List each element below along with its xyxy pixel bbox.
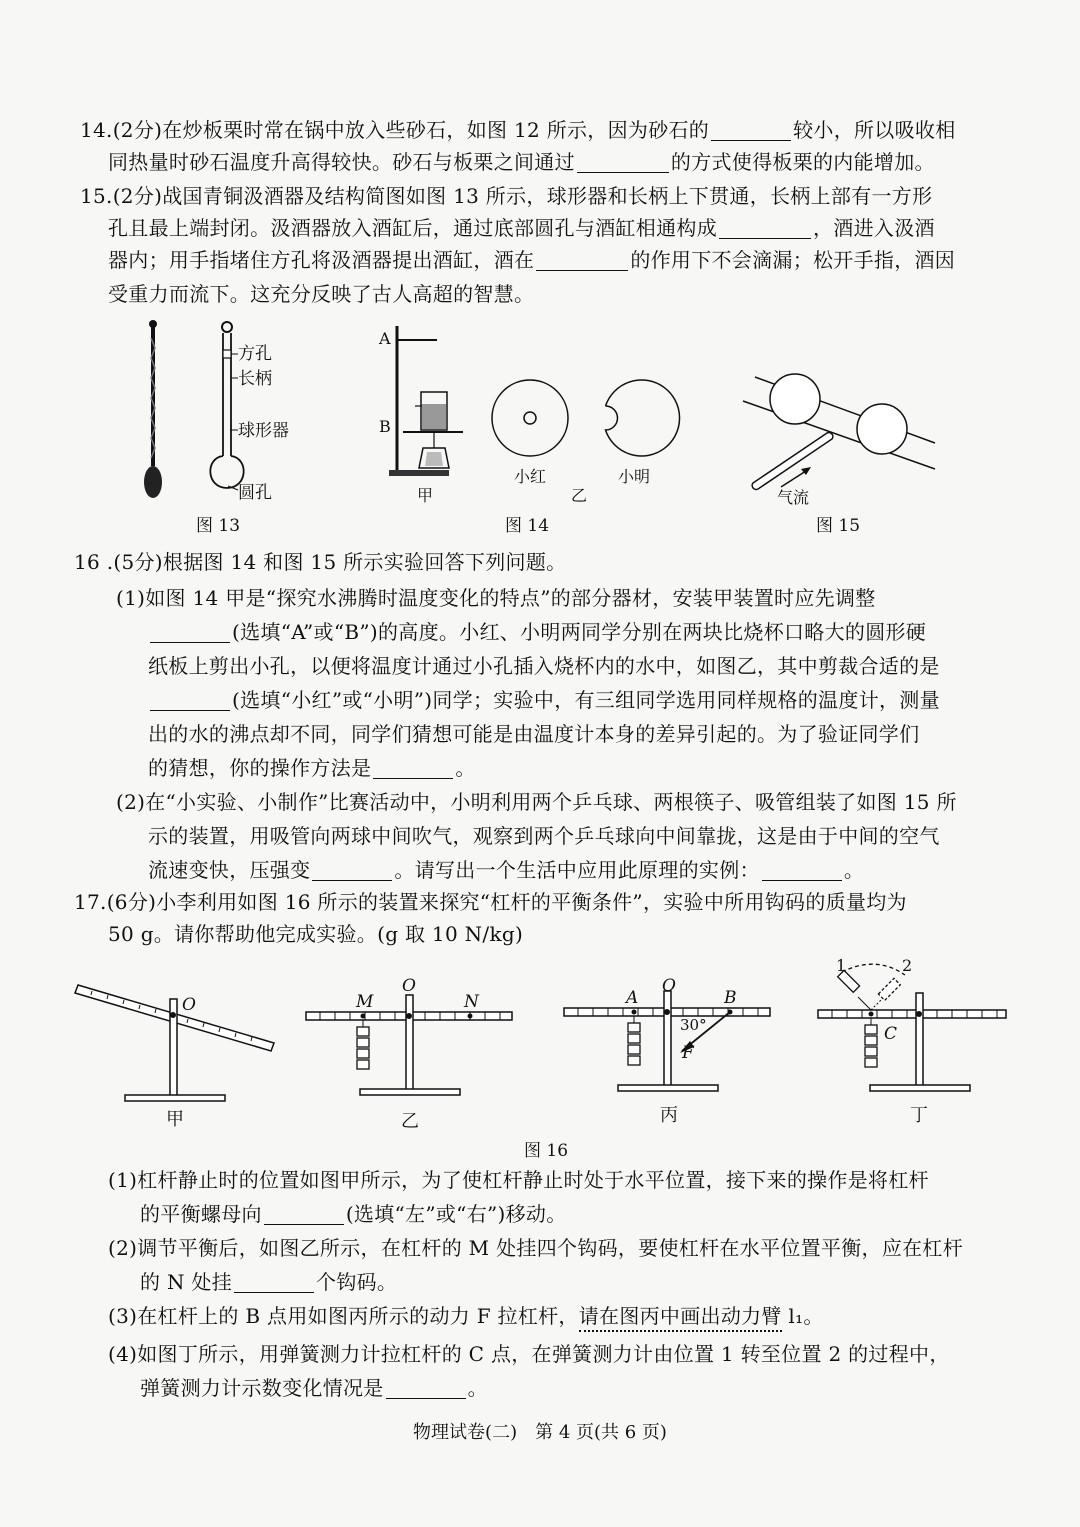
answer-blank[interactable] xyxy=(234,1270,314,1293)
q16-p1-line6: 的猜想，你的操作方法是 。 xyxy=(148,756,476,780)
figure-14-caption: 图 14 xyxy=(505,516,550,536)
answer-blank[interactable] xyxy=(150,688,230,711)
figure-13 xyxy=(120,318,320,518)
answer-blank[interactable] xyxy=(577,150,669,173)
label-n: N xyxy=(464,992,479,1012)
label-yi: 乙 xyxy=(571,486,588,505)
q17-p4-line2: 弹簧测力计示数变化情况是 。 xyxy=(140,1376,488,1400)
label-xiaohong: 小红 xyxy=(514,467,547,486)
answer-blank[interactable] xyxy=(312,858,392,881)
label-square-hole: 方孔 xyxy=(238,344,272,364)
q17-p2-line1: (2)调节平衡后，如图乙所示，在杠杆的 M 处挂四个钩码，要使杠杆在水平位置平衡，应在杠杆 xyxy=(108,1236,964,1260)
q14-line1: 14.(2分)在炒板栗时常在锅中放入些砂石，如图 12 所示，因为砂石的 较小，所以吸收相 xyxy=(80,118,956,142)
q16-p1-line5: 出的水的沸点却不同，同学们猜想可能是由温度计本身的差异引起的。为了验证同学们 xyxy=(148,722,920,746)
label-position-2: 2 xyxy=(902,956,913,975)
label-yi: 乙 xyxy=(401,1111,419,1132)
figure-15-caption: 图 15 xyxy=(816,516,861,536)
q15-line2: 孔且最上端封闭。汲酒器放入酒缸后，通过底部圆孔与酒缸相通构成 ，酒进入汲酒 xyxy=(108,216,935,240)
label-airflow: 气流 xyxy=(777,488,810,507)
q16-p2-line2: 示的装置，用吸管向两球中间吹气，观察到两个乒乓球向中间靠拢，这是由于中间的空气 xyxy=(148,824,940,848)
q15-line1: 15.(2分)战国青铜汲酒器及结构简图如图 13 所示，球形器和长柄上下贯通，长柄上部有一方形 xyxy=(80,184,933,208)
label-a: A xyxy=(626,988,639,1008)
q16-p1-line1: (1)如图 14 甲是“探究水沸腾时温度变化的特点”的部分器材，安装甲装置时应先调整 xyxy=(116,586,876,610)
label-jia: 甲 xyxy=(417,486,434,505)
label-a: A xyxy=(379,329,391,348)
q15-line4: 受重力而流下。这充分反映了古人高超的智慧。 xyxy=(108,282,535,306)
answer-blank[interactable] xyxy=(150,620,230,643)
label-jia: 甲 xyxy=(166,1109,184,1130)
q17-p4-line1: (4)如图丁所示，用弹簧测力计拉杠杆的 C 点，在弹簧测力计由位置 1 转至位置 2 的过程中， xyxy=(108,1342,950,1366)
label-c: C xyxy=(884,1024,898,1044)
q17-p3: (3)在杠杆上的 B 点用如图丙所示的动力 F 拉杠杆，请在图丙中画出动力臂 l₁。 xyxy=(108,1302,824,1330)
lever-jia xyxy=(75,985,274,1130)
lever-bing xyxy=(564,976,770,1126)
q15-line3: 器内；用手指堵住方孔将汲酒器提出酒缸，酒在 的作用下不会滴漏；松开手指，酒因 xyxy=(108,248,956,272)
label-o-yi: O xyxy=(402,976,416,996)
page-footer: 物理试卷(二) 第 4 页(共 6 页) xyxy=(413,1422,667,1443)
label-o-jia: O xyxy=(182,995,196,1015)
label-xiaoming: 小明 xyxy=(618,467,651,486)
label-b: B xyxy=(724,988,737,1008)
q17-line2: 50 g。请你帮助他完成实验。(g 取 10 N/kg) xyxy=(108,922,524,946)
label-b: B xyxy=(379,417,391,436)
figure-15 xyxy=(735,365,945,505)
label-round-hole: 圆孔 xyxy=(238,483,272,503)
figure-13-caption: 图 13 xyxy=(196,516,241,536)
answer-blank[interactable] xyxy=(373,756,453,779)
answer-blank[interactable] xyxy=(264,1202,344,1225)
label-o-bing: O xyxy=(662,976,676,996)
label-position-1: 1 xyxy=(836,956,847,975)
q16-p2-line3: 流速变快，压强变 。请写出一个生活中应用此原理的实例： 。 xyxy=(148,858,865,882)
label-bing: 丙 xyxy=(660,1105,678,1126)
q17-line1: 17.(6分)小李利用如图 16 所示的装置来探究“杠杆的平衡条件”，实验中所用钩码的质量均为 xyxy=(74,890,907,914)
label-ding: 丁 xyxy=(910,1105,928,1126)
lever-yi xyxy=(306,976,512,1132)
label-long-handle: 长柄 xyxy=(238,369,272,389)
q16-head: 16 .(5分)根据图 14 和图 15 所示实验回答下列问题。 xyxy=(74,550,567,574)
figure-16 xyxy=(70,955,1020,1135)
answer-blank[interactable] xyxy=(536,248,628,271)
figure-14 xyxy=(375,320,685,510)
q16-p1-line2: (选填“A”或“B”)的高度。小红、小明两同学分别在两块比烧杯口略大的圆形硬 xyxy=(148,618,926,646)
emphasis-dots: 请在图丙中画出动力臂 xyxy=(579,1304,782,1332)
q17-p2-line2: 的 N 处挂 个钩码。 xyxy=(140,1270,398,1294)
q17-p1-line2: 的平衡螺母向 (选填“左”或“右”)移动。 xyxy=(140,1202,567,1226)
q14-line2: 同热量时砂石温度升高得较快。砂石与板栗之间通过 的方式使得板栗的内能增加。 xyxy=(108,150,935,174)
q16-p1-line4: (选填“小红”或“小明”)同学；实验中，有三组同学选用同样规格的温度计，测量 xyxy=(148,686,940,714)
label-f: F xyxy=(682,1043,694,1063)
q17-p1-line1: (1)杠杆静止时的位置如图甲所示，为了使杠杆静止时处于水平位置，接下来的操作是将杠杆 xyxy=(108,1168,929,1192)
label-bulb: 球形器 xyxy=(238,421,289,441)
label-m: M xyxy=(356,992,374,1012)
label-angle: 30° xyxy=(680,1016,707,1034)
answer-blank[interactable] xyxy=(719,216,811,239)
answer-blank[interactable] xyxy=(386,1376,466,1399)
q16-p2-line1: (2)在“小实验、小制作”比赛活动中，小明利用两个乒乓球、两根筷子、吸管组装了如图 15 所 xyxy=(116,790,957,814)
figure-16-caption: 图 16 xyxy=(524,1141,569,1161)
lever-ding xyxy=(818,956,1006,1126)
q16-p1-line3: 纸板上剪出小孔，以便将温度计通过小孔插入烧杯内的水中，如图乙，其中剪裁合适的是 xyxy=(148,654,940,678)
answer-blank[interactable] xyxy=(762,858,842,881)
answer-blank[interactable] xyxy=(711,118,791,141)
